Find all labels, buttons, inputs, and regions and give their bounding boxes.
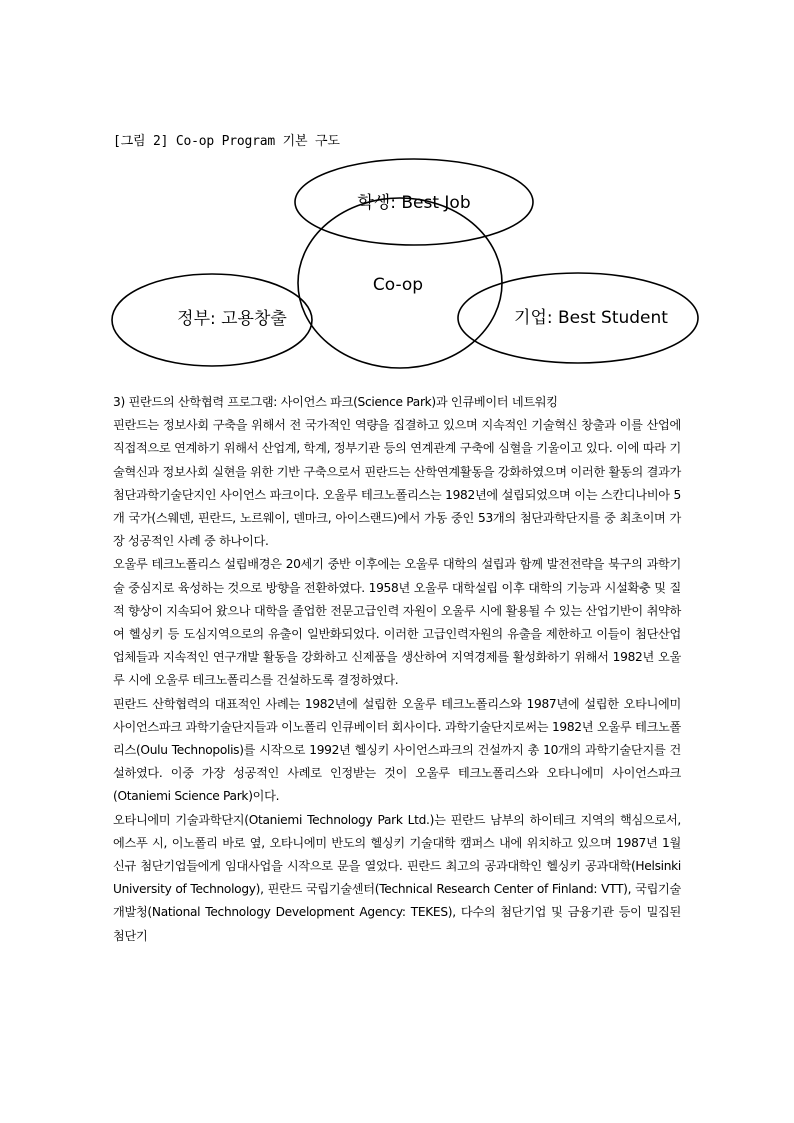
figure-caption: [그림 2] Co-op Program 기본 구도 [113, 134, 340, 149]
company-node-label: 기업: Best Student [514, 308, 668, 328]
paragraph-oulu-background: 오울루 테크노폴리스 설립배경은 20세기 중반 이후에는 오울루 대학의 설립과 함께 발전전략을 북구의 과학기술 중심지로 육성하는 것으로 방향을 전환하였다. 1958년 오울루 대학설립 이후 대학의 기능과 시설확충 및 질적 향상이 지속되어 왔으나 대학을 졸업한 전문고급인력 자원이 오울루 시에 활용될 수 있는 산업기반이 취약하여 헬싱키 등 도심지역으로의 유출이 일반화되었다. 이러한 고급인력자원의 유출을 제한하고 이들이 첨단산업 업체들과 지속적인 연구개발 활동을 강화하고 신제품을 생산하여 지역경제를 활성화하기 위해서 1982년 오울루 시에 오울루 테크노폴리스를 건설하도록 결정하였다. [113, 557, 681, 688]
paragraph-science-park: 핀란드는 정보사회 구축을 위해서 전 국가적인 역량을 집결하고 있으며 지속적인 기술혁신 창출과 이를 산업에 직접적으로 연계하기 위해서 산업계, 학계, 정부기관 등의 연계관계 구축에 심혈을 기울이고 있다. 이에 따라 기술혁신과 정보사회 실현을 위한 기반 구축으로서 핀란드는 산학연계활동을 강화하였으며 이러한 활동의 결과가 첨단과학기술단지인 사이언스 파크이다. 오울루 테크노폴리스는 1982년에 설립되었으며 이는 스칸디나비아 5개 국가(스웨덴, 핀란드, 노르웨이, 덴마크, 아이스랜드)에서 가동 중인 53개의 첨단과학단지를 중 최초이며 가장 성공적인 사례 중 하나이다. [113, 418, 681, 549]
student-node-label: 학생: Best Job [357, 193, 471, 213]
government-node-label: 정부: 고용창출 [177, 309, 287, 329]
venn-svg [108, 160, 698, 365]
coop-venn-diagram [108, 160, 698, 365]
coop-center-label: Co-op [372, 275, 424, 295]
paragraph-representative-cases: 핀란드 산학협력의 대표적인 사례는 1982년에 설립한 오울루 테크노폴리스와 1987년에 설립한 오타니에미 사이언스파크 과학기술단지들과 이노폴리 인큐베이터 회사이다. 과학기술단지로써는 1982년 오울루 테크노폴리스(Oulu Technopolis)를 시작으로 1992년 헬싱키 사이언스파크의 건설까지 총 10개의 과학기술단지를 건설하였다. 이중 가장 성공적인 사례로 인정받는 것이 오울루 테크노폴리스와 오타니에미 사이언스파크(Otaniemi Science Park)이다. [113, 696, 681, 804]
paragraph-otaniemi: 오타니에미 기술과학단지(Otaniemi Technology Park Ltd.)는 핀란드 남부의 하이테크 지역의 핵심으로서, 에스푸 시, 이노폴리 바로 옆, 오타니에미 반도의 헬싱키 기술대학 캠퍼스 내에 위치하고 있으며 1987년 1월 신규 첨단기업들에게 임대사업을 시작으로 문을 열었다. 핀란드 최고의 공과대학인 헬싱키 공과대학(Helsinki University of Technology), 핀란드 국립기술센터(Technical Research Center of Finland: VTT), 국립기술개발청(National Technology Development Agency: TEKES), 다수의 첨단기업 및 금융기관 등이 밀집된 첨단기 [113, 812, 681, 943]
section-body [113, 391, 681, 948]
section-heading: 3) 핀란드의 산학협력 프로그램: 사이언스 파크(Science Park)과 인큐베이터 네트워킹 [113, 395, 558, 409]
